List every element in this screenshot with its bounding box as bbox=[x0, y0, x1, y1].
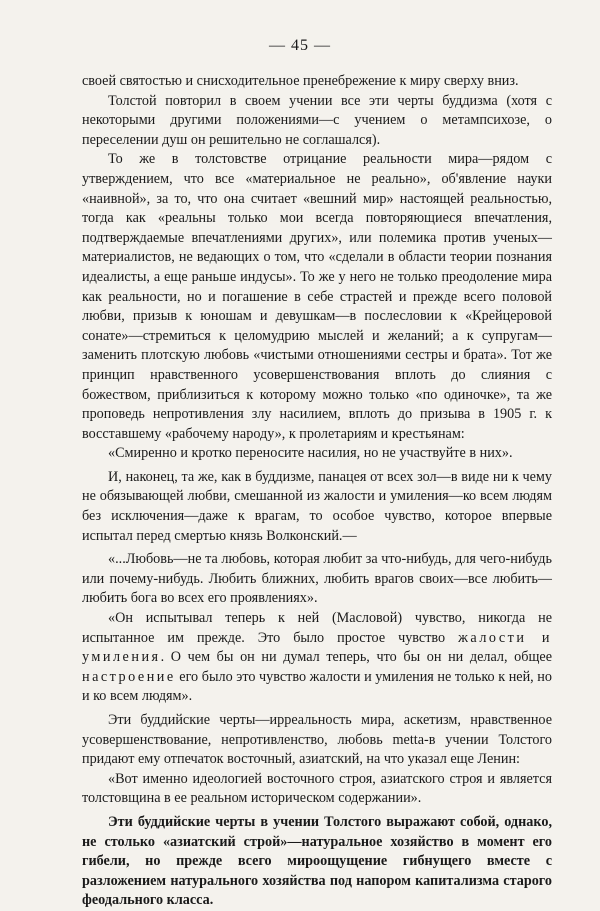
paragraph-text: Эти буддийские черты—ирреальность мира, аскетизм, нравственное усовершенствование, непротивленство, любовь metta-в учении Толстого придают ему отпечаток восточный, азиатский, на что указал еще Ленин: bbox=[82, 712, 552, 768]
page-body bbox=[82, 72, 552, 911]
quote-text: «...Любовь—не та любовь, которая любит за что-нибудь, для чего-нибудь или почему-нибудь. Любить ближних, любить врагов своих—все любить—любить бога во всех его проявлениях». bbox=[82, 551, 552, 607]
page-number: — 45 — bbox=[269, 37, 331, 54]
paragraph-text: И, наконец, та же, как в буддизме, панацея от всех зол—в виде ни к чему не обязывающей любви, смешанной из жалости и умиления—ко всем людям без исключения—даже к врагам, то особое чувство, которое впервые испытал перед смертью князь Волконский.— bbox=[82, 468, 552, 544]
quote-text: . О чем бы он ни думал теперь, что бы он ни делал, общее bbox=[160, 649, 552, 666]
spaced-emphasis: жалости и умиления bbox=[82, 629, 552, 666]
quote-text: «Вот именно идеологией восточного строя, азиатского строя и является толстовщина в ее реальном историческом содержании». bbox=[82, 770, 552, 807]
quote-paragraph bbox=[82, 550, 552, 609]
quote-text: «Смиренно и кротко переносите насилия, но не участвуйте в них». bbox=[108, 445, 513, 462]
quote-text: «Он испытывал теперь к ней (Масловой) чувство, никогда не испытанное им прежде. Это было простое чувство bbox=[82, 610, 552, 646]
paragraph bbox=[82, 92, 552, 151]
paragraph-text: Эти буддийские черты в учении Толстого выражают собой, однако, не столько «азиатский строй»—натуральное хозяйство в момент его гибели, но прежде всего мироощущение гибнущего вместе с разложением натурального хозяйства под напором капитализма старого феодального класса. bbox=[82, 813, 552, 909]
quote-paragraph bbox=[82, 444, 552, 464]
paragraph bbox=[82, 468, 552, 546]
quote-paragraph bbox=[82, 770, 552, 809]
paragraph-text: То же в толстовстве отрицание реальности мира—рядом с утверждением, что все «материальное не реально», об'явление науки «наивной», за то, что она считает «вешний мир» настоящей реальностью, тогда как «реальны только мои всегда повторяющиеся впечатления, подтверждаемые впечатлениями других», или полемика против ученых—материалистов, не ведающих о том, что «сделали в области теории познания идеалисты, а еще раньше индусы». То же у него не только преодоление мира как реальности, но и погашение в себе страстей и прежде всего половой любви, призыв к юношам и девушкам—в послесловии к «Крейцеровой сонате»—стремиться к целомудрию мыслей и желаний; а к супругам—заменить плотскую любовь «чистыми отношениями сестры и брата». Тот же принцип нравственного усовершенствования вплоть до слияния с божеством, приблизиться к которому можно только «по одиночке», та же проповедь непротивления злу насилием, вплоть до призыва в 1905 г. к восставшему «рабочему народу», к пролетариям и крестьянам: bbox=[82, 151, 552, 442]
quote-text: его было это чувство жалости и умиления не только к ней, но и ко всем людям». bbox=[82, 668, 552, 705]
paragraph-text: Толстой повторил в своем учении все эти черты буддизма (хотя с некоторыми другими положениями—с учением о метампсихозе, о переселении душ он решительно не соглашался). bbox=[82, 92, 552, 148]
quote-paragraph bbox=[82, 609, 552, 707]
conclusion-paragraph bbox=[82, 813, 552, 911]
spaced-emphasis: настроение bbox=[82, 668, 176, 685]
paragraph bbox=[82, 711, 552, 770]
paragraph bbox=[82, 150, 552, 444]
paragraph bbox=[82, 72, 552, 92]
paragraph-text: своей святостью и снисходительное пренебрежение к миру сверху вниз. bbox=[82, 73, 519, 89]
